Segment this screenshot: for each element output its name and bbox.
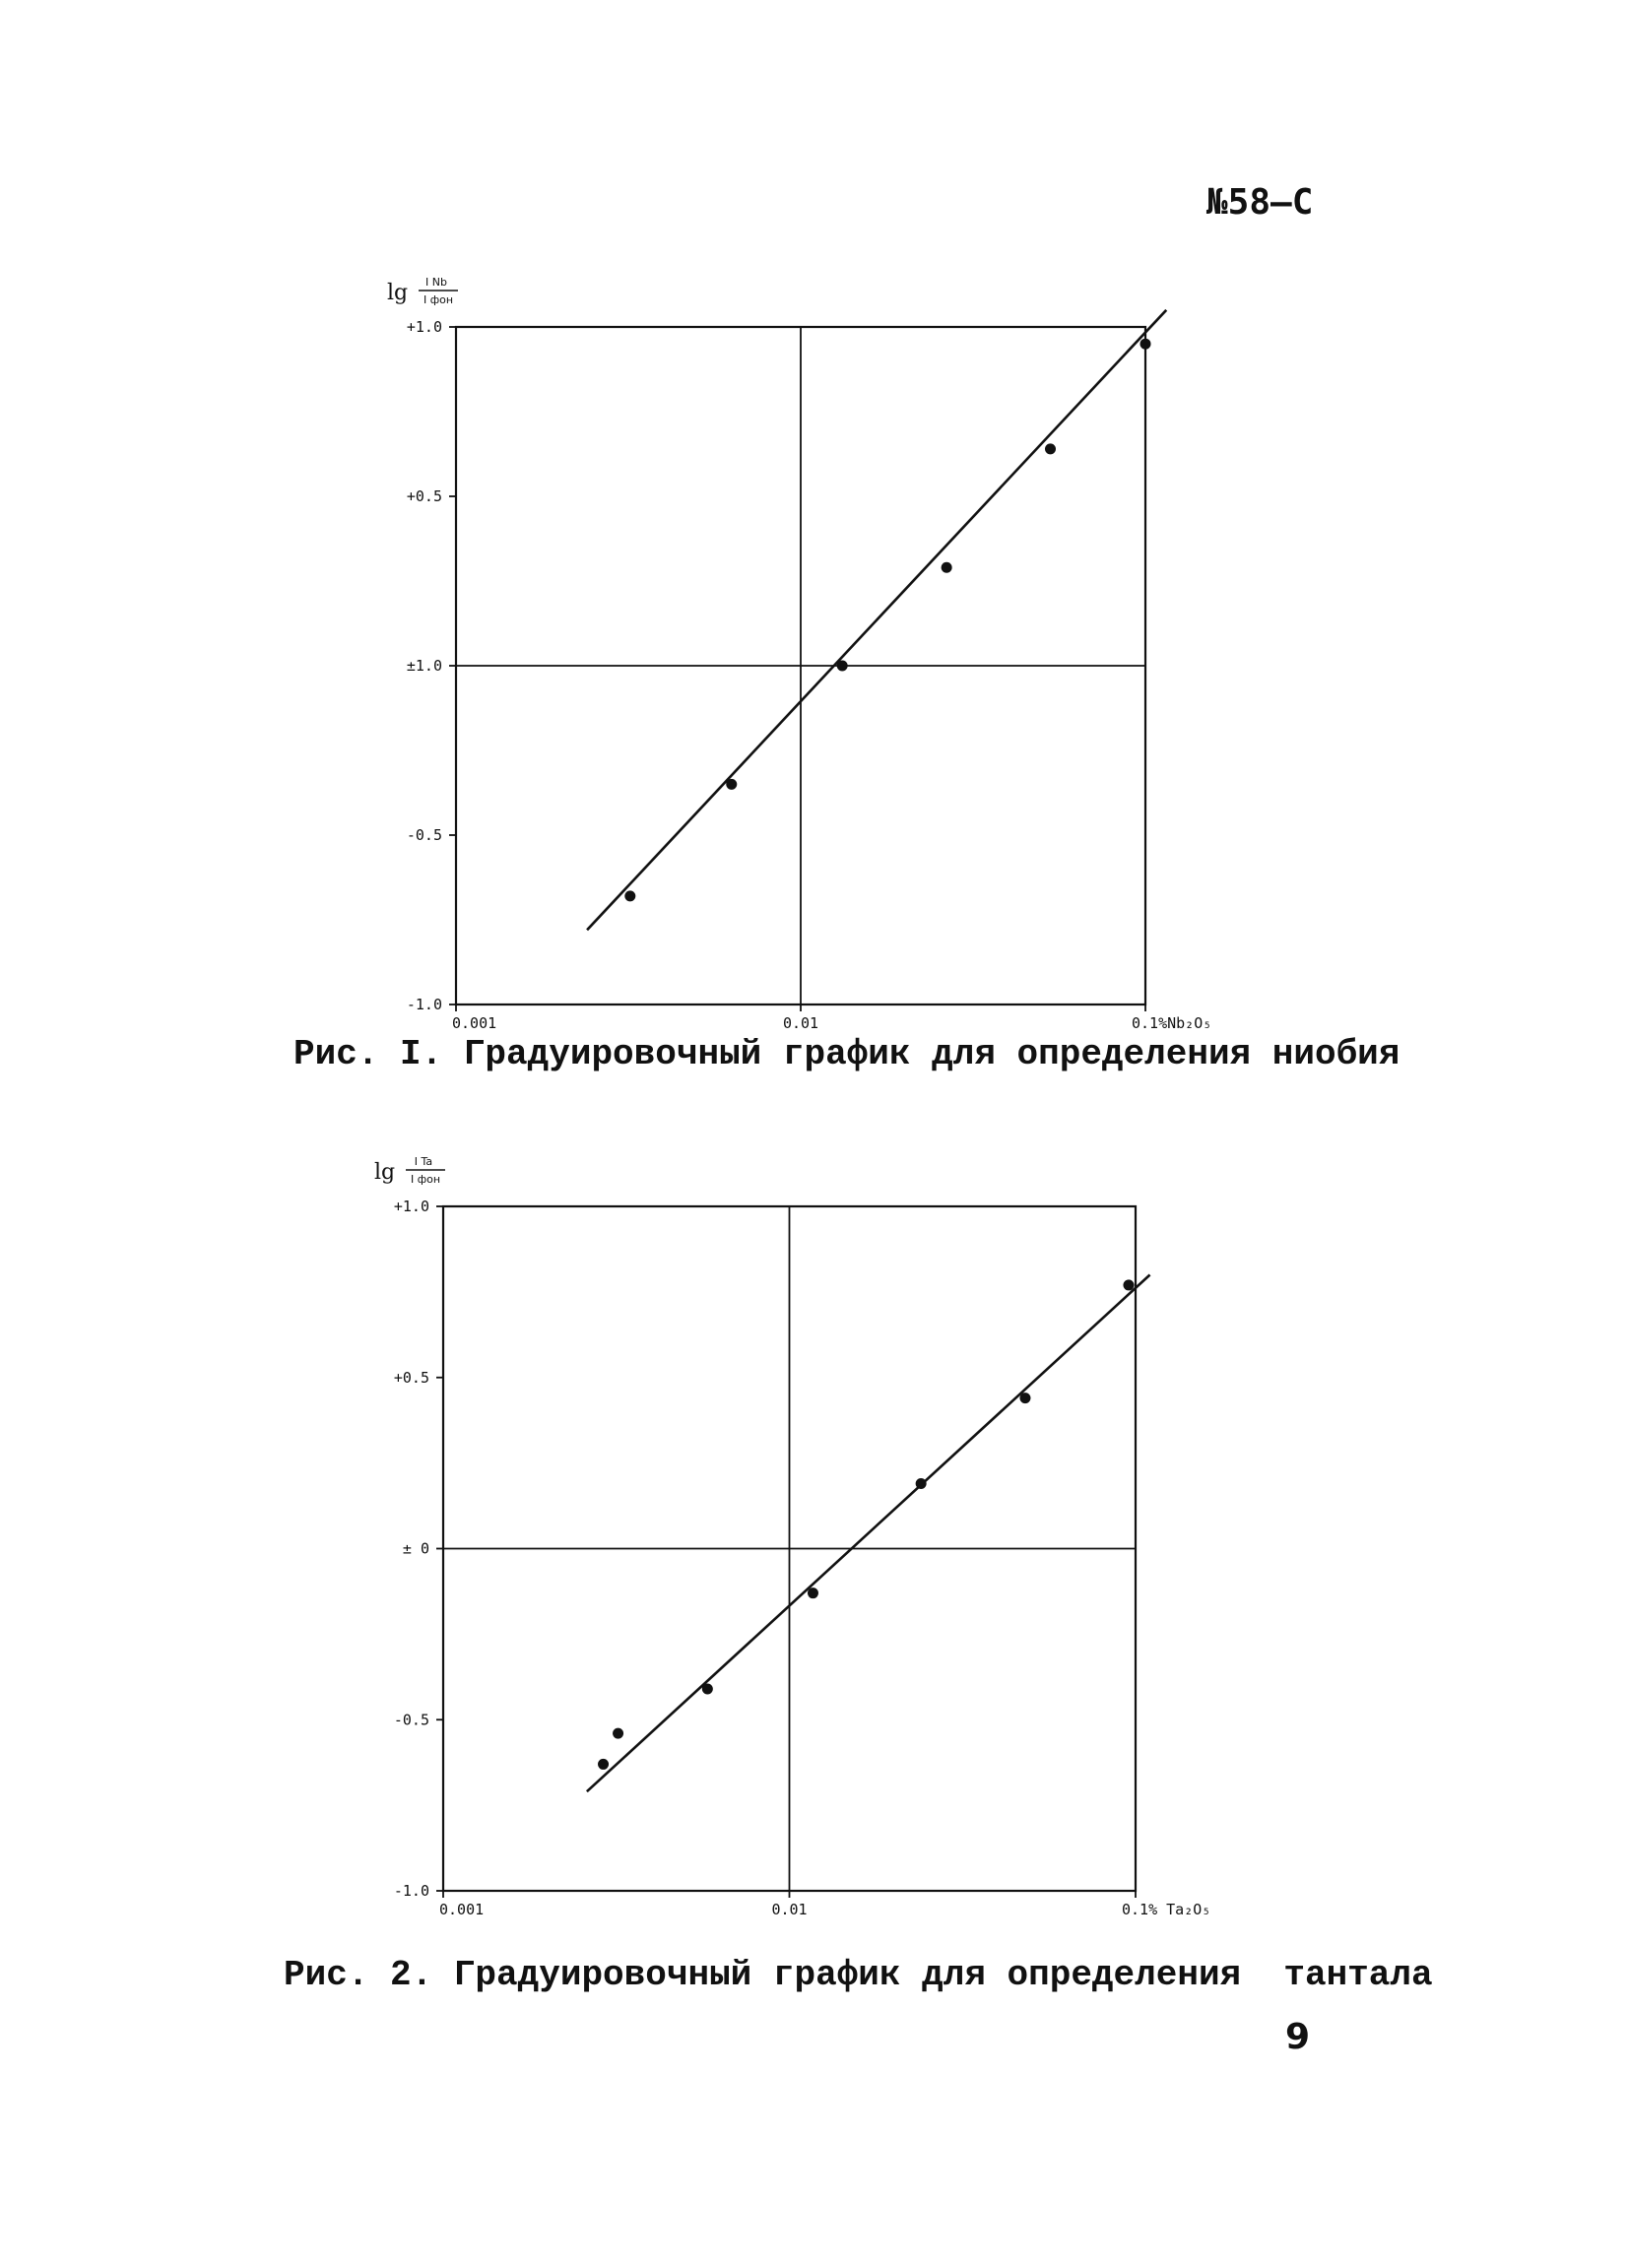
y-tick-label: +0.5 — [393, 1368, 429, 1387]
x-tick-label: 0.01 — [782, 1014, 819, 1032]
y-axis-label-prefix: lg — [374, 1160, 396, 1185]
data-point — [1123, 1279, 1134, 1290]
y-tick-label: ± 0 — [402, 1539, 429, 1558]
page-number: 9 — [1285, 2017, 1311, 2057]
figure-1-caption: Рис. I. Градуировочный график для определения ниобия — [293, 1034, 1400, 1074]
y-tick-label: +1.0 — [393, 1198, 429, 1215]
document-code: №58–С — [1206, 182, 1314, 223]
x-tick-label: 0.1% Ta₂O₅ — [1122, 1901, 1211, 1918]
x-tick-label: 0.001 — [452, 1014, 497, 1032]
data-point — [598, 1759, 609, 1770]
y-tick-label: +0.5 — [406, 487, 442, 505]
x-tick-label: 0.1%Nb₂O₅ — [1132, 1014, 1212, 1032]
y-axis-label-prefix: lg — [387, 281, 409, 305]
data-point — [702, 1683, 713, 1694]
figure-2-caption: Рис. 2. Градуировочный график для определения тантала — [284, 1955, 1433, 1995]
y-axis-label-numerator: I Nb — [425, 276, 447, 289]
y-axis-label-denominator: I фон — [410, 1173, 441, 1186]
data-point — [916, 1478, 927, 1489]
y-tick-label: -0.5 — [393, 1711, 429, 1729]
y-tick-label: -1.0 — [406, 996, 442, 1013]
y-axis-label-numerator: I Ta — [414, 1155, 433, 1168]
y-tick-label: -0.5 — [406, 826, 442, 844]
data-point — [1019, 1393, 1030, 1403]
data-point — [613, 1728, 623, 1739]
x-tick-label: 0.01 — [771, 1901, 808, 1918]
y-tick-label: ±1.0 — [406, 657, 442, 675]
calibration-fit-line — [587, 1275, 1150, 1792]
x-tick-label: 0.001 — [439, 1901, 485, 1918]
y-tick-label: -1.0 — [393, 1882, 429, 1900]
y-axis-label-denominator: I фон — [423, 293, 454, 306]
data-point — [808, 1588, 818, 1598]
y-tick-label: +1.0 — [406, 318, 442, 336]
